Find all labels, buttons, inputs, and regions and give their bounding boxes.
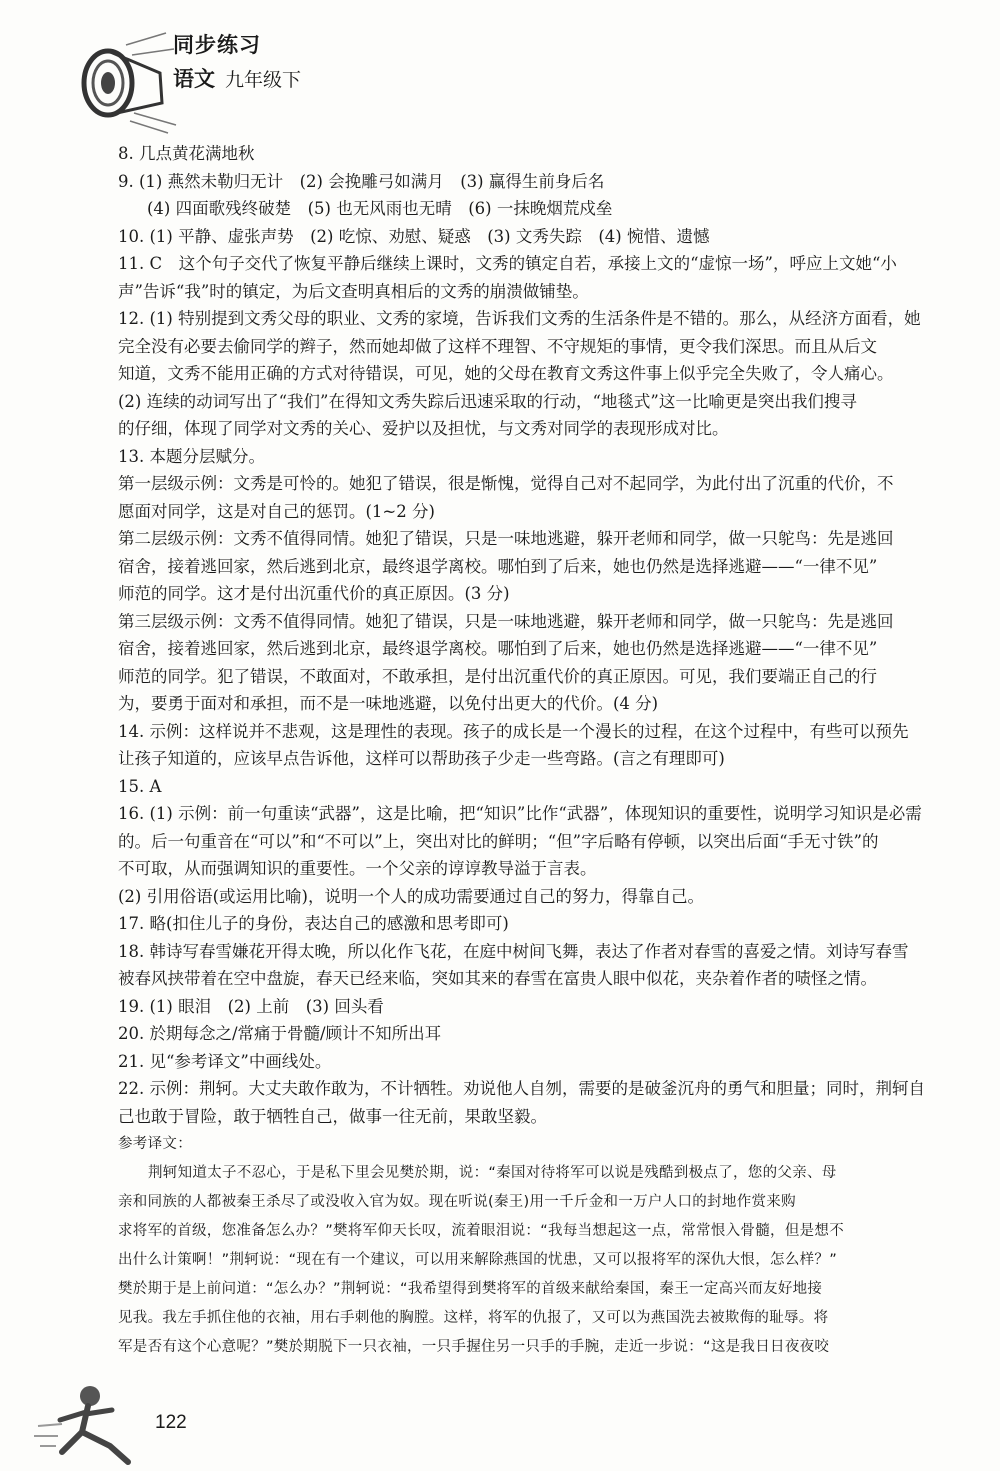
- book-header: [70, 25, 330, 135]
- answer-line: (4) 四面歌残终破楚 (5) 也无风雨也无晴 (6) 一抹晚烟荒戍垒: [147, 199, 613, 218]
- answer-line: 师范的同学。这才是付出沉重代价的真正原因。(3 分): [118, 584, 510, 603]
- answer-line: 知道，文秀不能用正确的方式对待错误，可见，她的父母在教育文秀这件事上似乎完全失败了，令人痛心。: [118, 364, 894, 383]
- reference-line: 出什么计策啊！”荆轲说：“现在有一个建议，可以用来解除燕国的忧患，又可以报将军的深仇大恨，怎么样？”: [118, 1252, 838, 1268]
- reference-title: 参考译文：: [118, 1136, 192, 1152]
- reference-line: 亲和同族的人都被秦王杀尽了或没收入官为奴。现在听说(秦王)用一千斤金和一万户人口的封地作赏来购: [118, 1194, 796, 1210]
- reference-line: 求将军的首级，您准备怎么办？”樊将军仰天长叹，流着眼泪说：“我每当想起这一点，常常恨入骨髓，但是想不: [118, 1223, 845, 1239]
- reference-line: 军是否有这个心意呢？”樊於期脱下一只衣袖，一只手握住另一只手的手腕，走近一步说：“这是我日日夜夜咬: [118, 1339, 830, 1355]
- reference-line: 荆轲知道太子不忍心，于是私下里会见樊於期，说：“秦国对待将军可以说是残酷到极点了，您的父亲、母: [148, 1165, 837, 1181]
- answer-line: 21. 见“参考译文”中画线处。: [118, 1051, 332, 1071]
- answer-content: [118, 140, 958, 1362]
- answer-line: (2) 连续的动词写出了“我们”在得知文秀失踪后迅速采取的行动，“地毯式”这一比喻更是突出我们搜寻: [118, 391, 857, 411]
- answer-line: (2) 引用俗语(或运用比喻)，说明一个人的成功需要通过自己的努力，得靠自己。: [118, 886, 704, 906]
- horn-logo-icon: [70, 25, 180, 135]
- answer-line: 13. 本题分层赋分。: [118, 446, 265, 466]
- answer-line: 17. 略(扣住儿子的身份，表达自己的感激和思考即可): [118, 914, 509, 933]
- answer-line: 18. 韩诗写春雪嫌花开得太晚，所以化作飞花，在庭中树间飞舞，表达了作者对春雪的喜爱之情。刘诗写春雪: [118, 941, 909, 961]
- answer-line: 不可取，从而强调知识的重要性。一个父亲的谆谆教导溢于言表。: [118, 859, 597, 878]
- answer-line: 20. 於期每念之/常痛于骨髓/顾计不知所出耳: [118, 1024, 442, 1043]
- answer-line: 师范的同学。犯了错误，不敢面对，不敢承担，是付出沉重代价的真正原因。可见，我们要端正自己的行: [118, 666, 877, 686]
- answer-line: 第三层级示例：文秀不值得同情。她犯了错误，只是一味地逃避，躲开老师和同学，做一只鸵鸟：先是逃回: [118, 611, 894, 631]
- reference-line: 樊於期于是上前问道：“怎么办？”荆轲说：“我希望得到樊将军的首级来献给秦国，秦王一定高兴而友好地接: [118, 1281, 823, 1297]
- answer-line: 的仔细，体现了同学对文秀的关心、爱护以及担忧，与文秀对同学的表现形成对比。: [118, 419, 729, 438]
- answer-line: 12. (1) 特别提到文秀父母的职业、文秀的家境，告诉我们文秀的生活条件是不错的。那么，从经济方面看，她: [118, 309, 921, 328]
- page-number: 122: [155, 1412, 187, 1433]
- series-title: 同步练习: [173, 32, 261, 57]
- answer-line: 11. C 这个句子交代了恢复平静后继续上课时，文秀的镇定自若，承接上文的“虚惊一场”，呼应上文她“小: [118, 254, 897, 273]
- answer-line: 为，要勇于面对和承担，而不是一味地逃避，以免付出更大的代价。(4 分): [118, 694, 659, 713]
- answer-line: 让孩子知道的，应该早点告诉他，这样可以帮助孩子少走一些弯路。(言之有理即可): [118, 749, 725, 768]
- answer-line: 22. 示例：荆轲。大丈夫敢作敢为，不计牺牲。劝说他人自刎，需要的是破釜沉舟的勇气和胆量；同时，荆轲自: [118, 1079, 925, 1098]
- answer-line: 宿舍，接着逃回家，然后逃到北京，最终退学离校。哪怕到了后来，她也仍然是选择逃避——“一律不见”: [118, 556, 878, 576]
- answer-line: 19. (1) 眼泪 (2) 上前 (3) 回头看: [118, 996, 384, 1016]
- subject-label: 语文: [173, 66, 215, 91]
- answer-line: 16. (1) 示例：前一句重读“武器”，这是比喻，把“知识”比作“武器”，体现知识的重要性，说明学习知识是必需: [118, 804, 922, 823]
- answer-line: 完全没有必要去偷同学的辫子，然而她却做了这样不理智、不守规矩的事情，更令我们深思。而且从后文: [118, 336, 877, 356]
- answer-line: 9. (1) 燕然未勒归无计 (2) 会挽雕弓如满月 (3) 赢得生前身后名: [118, 171, 605, 191]
- answer-line: 声”告诉“我”时的镇定，为后文查明真相后的文秀的崩溃做铺垫。: [118, 281, 589, 301]
- grade-label: 九年级下: [225, 69, 302, 91]
- answer-line: 第一层级示例：文秀是可怜的。她犯了错误，很是惭愧，觉得自己对不起同学，为此付出了沉重的代价，不: [118, 474, 894, 493]
- answer-line: 8. 几点黄花满地秋: [118, 144, 255, 163]
- runner-illustration-icon: [32, 1380, 162, 1470]
- answer-line: 宿舍，接着逃回家，然后逃到北京，最终退学离校。哪怕到了后来，她也仍然是选择逃避——“一律不见”: [118, 639, 878, 658]
- answer-line: 第二层级示例：文秀不值得同情。她犯了错误，只是一味地逃避，躲开老师和同学，做一只鸵鸟：先是逃回: [118, 529, 894, 548]
- answer-line: 15. A: [118, 776, 162, 796]
- answer-line: 愿面对同学，这是对自己的惩罚。(1~2 分): [118, 501, 435, 521]
- answer-line: 己也敢于冒险，敢于牺牲自己，做事一往无前，果敢坚毅。: [118, 1106, 547, 1126]
- answer-line: 14. 示例：这样说并不悲观，这是理性的表现。孩子的成长是一个漫长的过程，在这个过程中，有些可以预先: [118, 721, 909, 741]
- reference-line: 见我。我左手抓住他的衣袖，用右手刺他的胸膛。这样，将军的仇报了，又可以为燕国洗去被欺侮的耻辱。将: [118, 1310, 829, 1326]
- answer-line: 被春风挟带着在空中盘旋，春天已经来临，突如其来的春雪在富贵人眼中似花，夹杂着作者的啧怪之情。: [118, 969, 877, 988]
- answer-line: 10. (1) 平静、虚张声势 (2) 吃惊、劝慰、疑惑 (3) 文秀失踪 (4) 惋惜、遗憾: [118, 226, 710, 246]
- answer-line: 的。后一句重音在“可以”和“不可以”上，突出对比的鲜明；“但”字后略有停顿，以突出后面“手无寸铁”的: [118, 831, 879, 851]
